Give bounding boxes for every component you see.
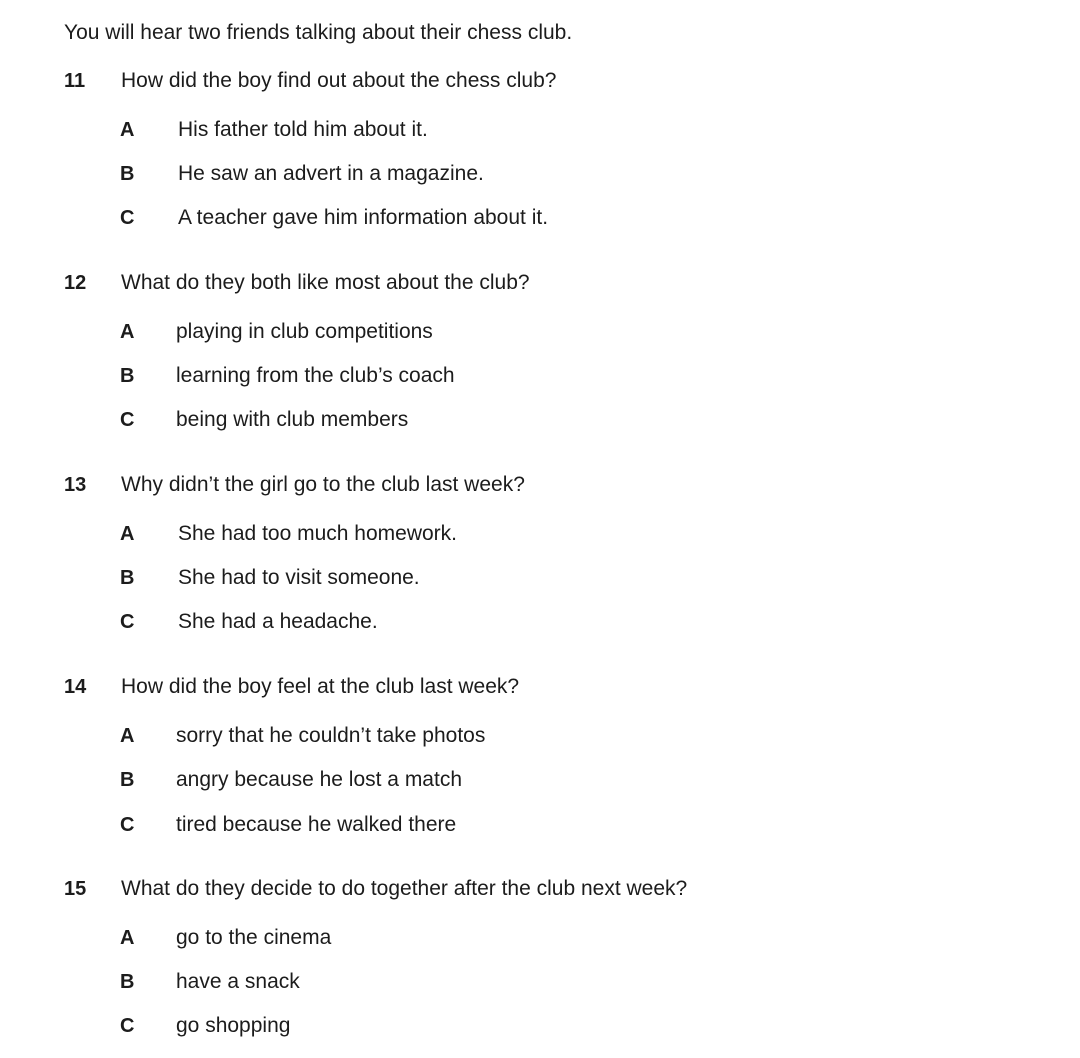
option-text: She had to visit someone.	[178, 566, 420, 589]
question-13	[0, 472, 1080, 633]
option-letter: A	[120, 321, 135, 343]
option-letter: B	[120, 769, 135, 791]
option-letter: B	[120, 163, 135, 185]
option-text: go shopping	[176, 1014, 291, 1037]
question-12	[0, 270, 1080, 431]
option-b	[0, 161, 1080, 187]
option-text: He saw an advert in a magazine.	[178, 162, 484, 185]
question-11	[0, 68, 1080, 229]
option-letter: B	[120, 971, 135, 993]
instructions-text: You will hear two friends talking about their chess club.	[64, 21, 573, 44]
option-c	[0, 407, 1080, 433]
option-c	[0, 1013, 1080, 1039]
question-number: 14	[64, 676, 87, 698]
option-b	[0, 565, 1080, 591]
option-text: sorry that he couldn’t take photos	[176, 724, 486, 747]
question-text: What do they both like most about the club?	[121, 271, 530, 294]
option-text: angry because he lost a match	[176, 768, 463, 791]
option-letter: C	[120, 1015, 135, 1037]
option-letter: C	[120, 611, 135, 633]
question-text: Why didn’t the girl go to the club last week?	[121, 473, 525, 496]
option-c	[0, 205, 1080, 231]
option-text: go to the cinema	[176, 926, 332, 949]
option-text: have a snack	[176, 970, 300, 993]
question-text: How did the boy find out about the chess club?	[121, 69, 557, 92]
question-text: What do they decide to do together after the club next week?	[121, 877, 688, 900]
option-b	[0, 363, 1080, 389]
option-text: learning from the club’s coach	[176, 364, 455, 387]
option-letter: C	[120, 409, 135, 431]
option-a	[0, 521, 1080, 547]
option-text: being with club members	[176, 408, 409, 431]
option-letter: A	[120, 725, 135, 747]
option-c	[0, 609, 1080, 635]
question-number: 11	[64, 70, 86, 92]
option-a	[0, 117, 1080, 143]
question-text: How did the boy feel at the club last week?	[121, 675, 520, 698]
option-text: playing in club competitions	[176, 320, 433, 343]
question-number: 13	[64, 474, 87, 496]
option-b	[0, 767, 1080, 793]
option-letter: A	[120, 119, 135, 141]
option-text: She had a headache.	[178, 610, 378, 633]
option-c	[0, 812, 1080, 838]
option-a	[0, 925, 1080, 951]
question-number: 15	[64, 878, 87, 900]
option-text: His father told him about it.	[178, 118, 428, 141]
option-a	[0, 319, 1080, 345]
question-number: 12	[64, 272, 87, 294]
option-text: She had too much homework.	[178, 522, 457, 545]
option-letter: B	[120, 567, 135, 589]
option-letter: A	[120, 523, 135, 545]
option-text: A teacher gave him information about it.	[178, 206, 549, 229]
option-letter: C	[120, 207, 135, 229]
question-15	[0, 876, 1080, 1037]
option-letter: C	[120, 814, 135, 836]
option-letter: B	[120, 365, 135, 387]
option-letter: A	[120, 927, 135, 949]
option-text: tired because he walked there	[176, 813, 457, 836]
option-a	[0, 723, 1080, 749]
question-14	[0, 674, 1080, 836]
option-b	[0, 969, 1080, 995]
